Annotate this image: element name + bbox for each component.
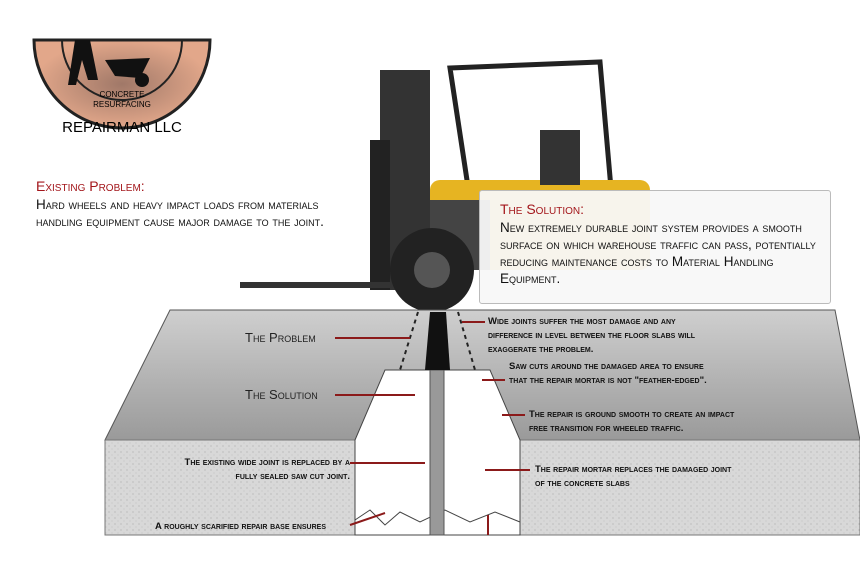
note-wide-joints: Wide joints suffer the most damage and any difference in level between the floor slabs will exaggerate the problem. — [488, 316, 696, 355]
label-solution: The Solution — [245, 387, 318, 402]
logo-line1: CONCRETE — [99, 90, 145, 99]
company-logo — [34, 40, 210, 128]
problem-title: Existing Problem: — [36, 178, 145, 194]
note-repair-mortar: The repair mortar replaces the damaged joint of the concrete slabs — [535, 464, 732, 489]
solution-title: The Solution: — [500, 201, 585, 217]
saw-cut-joint — [430, 370, 444, 535]
solution-box — [479, 190, 831, 304]
note-saw-cuts: Saw cuts around the damaged area to ensure that the repair mortar is not "feather-edged". — [509, 361, 707, 386]
note-ground-smooth: The repair is ground smooth to create an impact free transition for wheeled traffic. — [529, 409, 735, 434]
note-joint-replaced: The existing wide joint is replaced by a fully sealed saw cut joint. — [184, 457, 350, 482]
label-problem: The Problem — [245, 330, 316, 345]
note-repair-base: A roughly scarified repair base ensures — [155, 521, 327, 532]
solution-text: New extremely durable joint system provides a smooth surface on which warehouse traffic can pass, potentially reducing maintenance costs to Material Handling Equipment. — [500, 220, 816, 286]
logo-line2: RESURFACING — [93, 100, 151, 109]
problem-text: Hard wheels and heavy impact loads from materials handling equipment cause major damage to the joint. — [36, 197, 324, 229]
logo-name: REPAIRMAN LLC — [62, 119, 182, 136]
